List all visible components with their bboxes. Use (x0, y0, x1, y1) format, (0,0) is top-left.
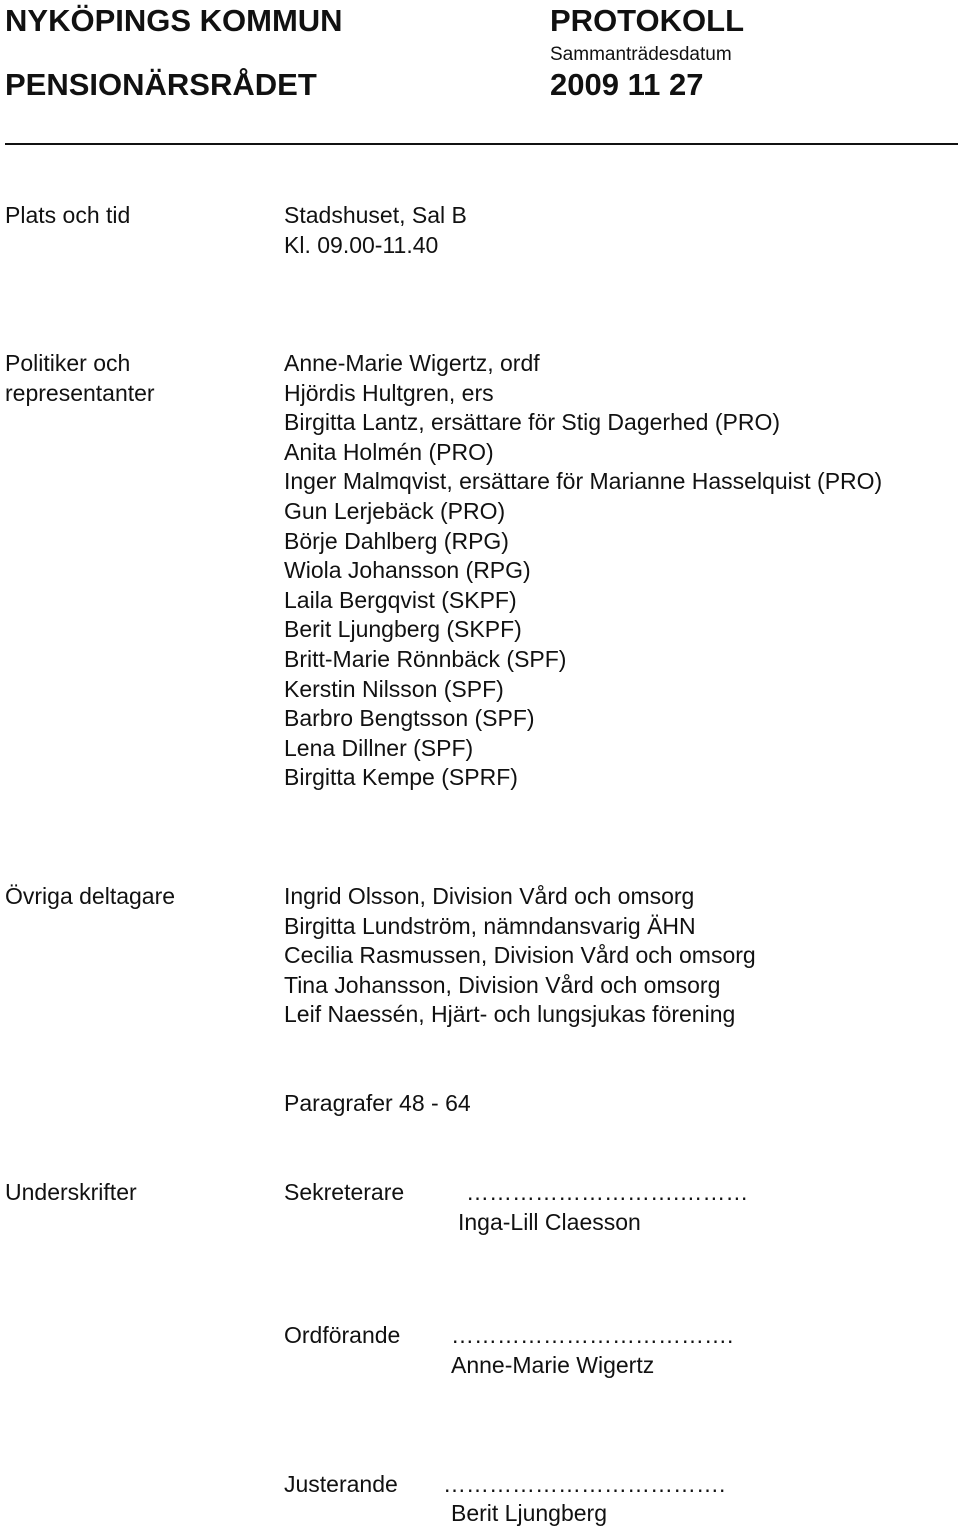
meeting-date-label: Sammanträdesdatum (550, 44, 732, 65)
list-item: Börje Dahlberg (RPG) (284, 527, 509, 554)
list-item: Barbro Bengtsson (SPF) (284, 705, 535, 732)
list-item: Leif Naessén, Hjärt- och lungsjukas förening (284, 1001, 736, 1028)
paragraphs-range: Paragrafer 48 - 64 (284, 1090, 471, 1116)
place-time-label: Plats och tid (5, 202, 131, 228)
org-name: NYKÖPINGS KOMMUN (5, 3, 343, 38)
politicians-label-line1: Politiker och (5, 350, 131, 376)
signatures-label: Underskrifter (5, 1179, 137, 1205)
meeting-place: Stadshuset, Sal B (284, 202, 467, 228)
politicians-list (284, 349, 882, 793)
list-item: Berit Ljungberg (SKPF) (284, 616, 522, 643)
list-item: Birgitta Kempe (SPRF) (284, 764, 518, 791)
adjuster-role: Justerande (284, 1471, 398, 1497)
adjuster-name: Berit Ljungberg (451, 1500, 607, 1526)
secretary-role: Sekreterare (284, 1179, 405, 1205)
list-item: Anita Holmén (PRO) (284, 438, 494, 465)
list-item: Kerstin Nilsson (SPF) (284, 675, 504, 702)
list-item: Laila Bergqvist (SKPF) (284, 586, 517, 613)
document-type: PROTOKOLL (550, 3, 745, 38)
chair-role: Ordförande (284, 1322, 401, 1348)
list-item: Gun Lerjebäck (PRO) (284, 497, 506, 524)
chair-name: Anne-Marie Wigertz (451, 1352, 655, 1378)
list-item: Anne-Marie Wigertz, ordf (284, 350, 540, 376)
secretary-name: Inga-Lill Claesson (458, 1209, 641, 1235)
secretary-signature-line: ……………………….……… (466, 1179, 749, 1205)
list-item: Birgitta Lantz, ersättare för Stig Dagerhed (PRO) (284, 409, 780, 436)
header-divider (5, 143, 958, 145)
list-item: Birgitta Lundström, nämndansvarig ÄHN (284, 912, 696, 939)
politicians-label (5, 349, 155, 408)
others-list (284, 882, 756, 1030)
meeting-time: Kl. 09.00-11.40 (284, 232, 439, 258)
list-item: Cecilia Rasmussen, Division Vård och omsorg (284, 942, 756, 969)
list-item: Britt-Marie Rönnbäck (SPF) (284, 645, 567, 672)
chair-signature-line: ………………………………. (451, 1322, 734, 1348)
list-item: Lena Dillner (SPF) (284, 734, 474, 761)
list-item: Hjördis Hultgren, ers (284, 379, 494, 406)
council-name: PENSIONÄRSRÅDET (5, 67, 317, 102)
list-item: Tina Johansson, Division Vård och omsorg (284, 971, 721, 998)
others-label: Övriga deltagare (5, 883, 176, 909)
adjuster-signature-line: ………………………………. (443, 1471, 726, 1497)
list-item: Wiola Johansson (RPG) (284, 557, 531, 584)
politicians-label-line2: representanter (5, 379, 155, 406)
list-item: Ingrid Olsson, Division Vård och omsorg (284, 883, 695, 909)
meeting-date: 2009 11 27 (550, 67, 704, 102)
list-item: Inger Malmqvist, ersättare för Marianne Hasselquist (PRO) (284, 468, 883, 495)
